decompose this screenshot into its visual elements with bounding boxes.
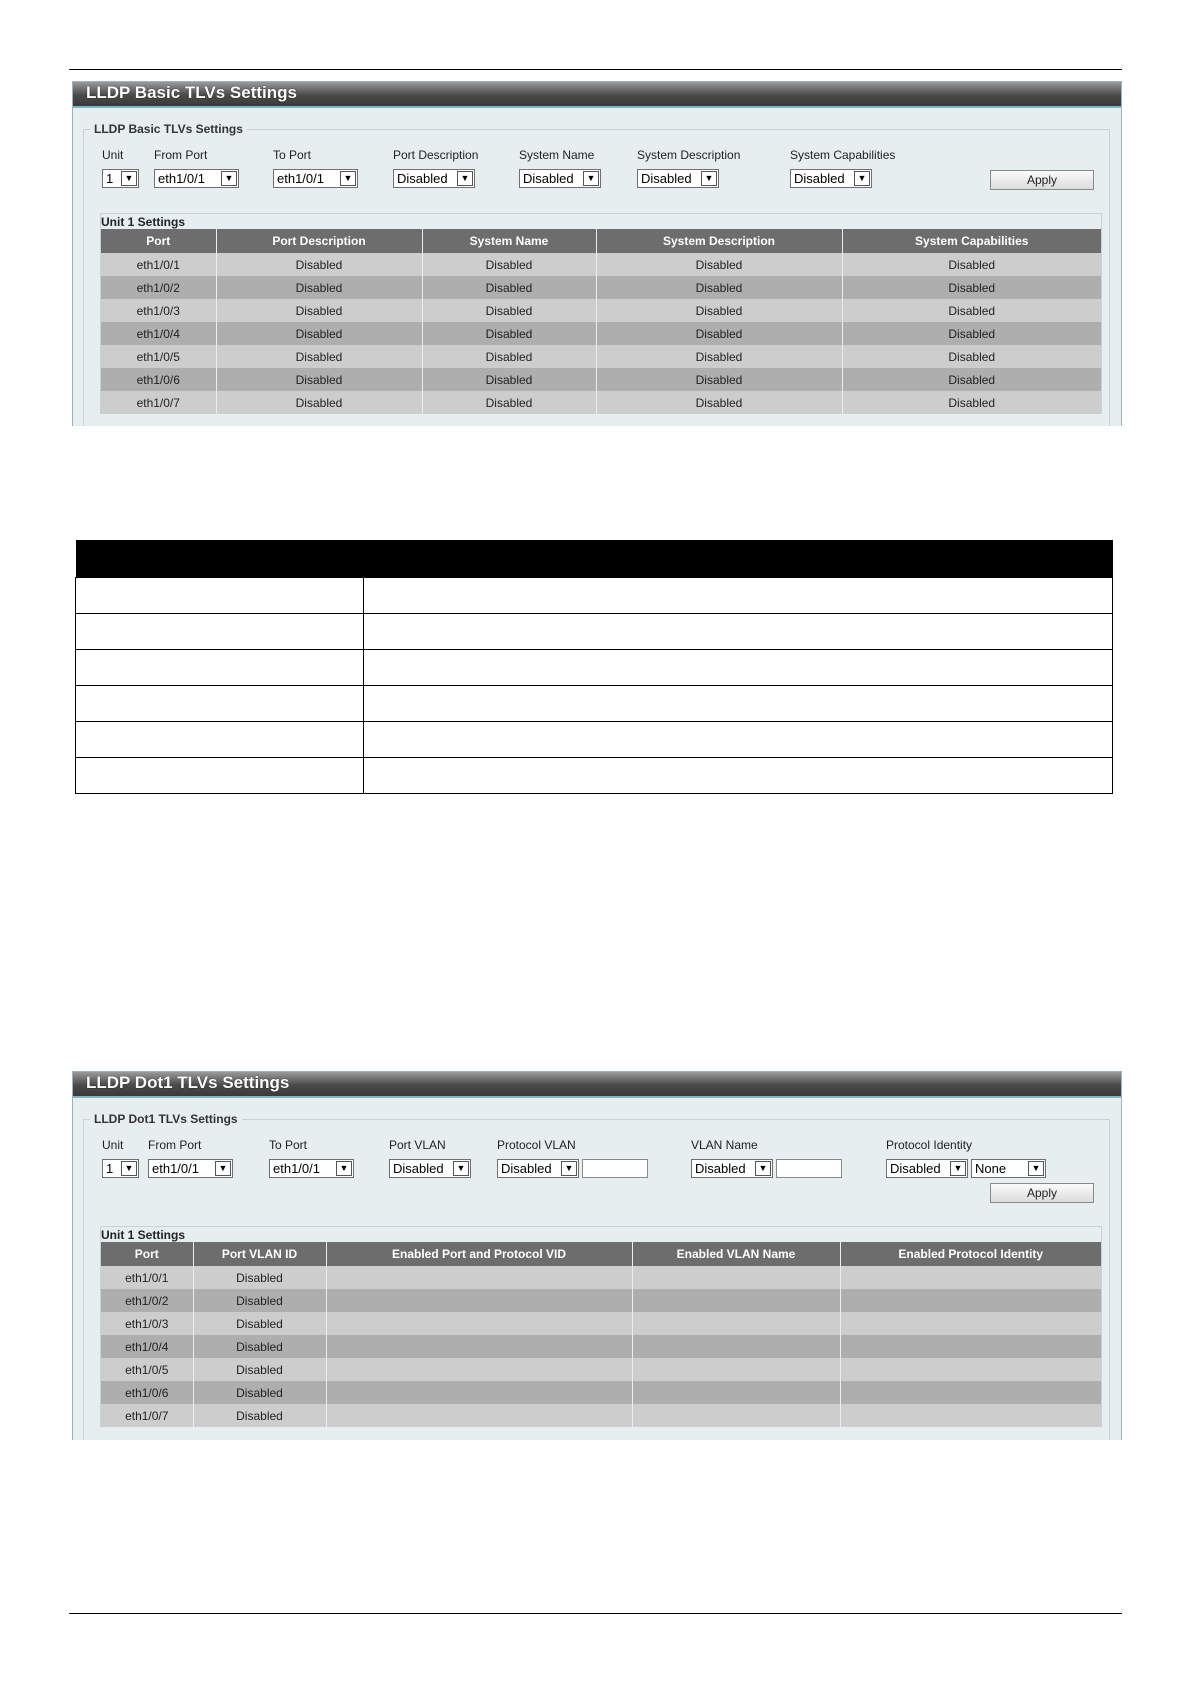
table-cell: Disabled: [193, 1358, 326, 1381]
port-cell: eth1/0/1: [101, 253, 216, 276]
port-cell: eth1/0/1: [101, 1266, 193, 1289]
table-cell: Disabled: [193, 1381, 326, 1404]
table-cell: Disabled: [216, 253, 422, 276]
table-cell: Disabled: [422, 391, 596, 414]
chevron-down-icon: ▼: [221, 171, 237, 186]
basic-tlvs-table: [101, 229, 1101, 414]
table-row: [101, 1289, 1101, 1312]
description-cell: [364, 686, 1113, 722]
table-row: [101, 322, 1101, 345]
unit-label: Unit: [102, 148, 124, 162]
description-cell: [364, 614, 1113, 650]
table-cell: Disabled: [596, 276, 842, 299]
table-cell: Disabled: [193, 1312, 326, 1335]
table-cell: [326, 1381, 632, 1404]
table-cell: [840, 1266, 1101, 1289]
system-name-select[interactable]: [519, 169, 601, 188]
table-cell: Disabled: [216, 299, 422, 322]
column-header: Enabled Port and Protocol VID: [326, 1242, 632, 1266]
table-cell: Disabled: [596, 391, 842, 414]
chevron-down-icon: ▼: [583, 171, 599, 186]
protocol-vlan-input[interactable]: [582, 1159, 648, 1178]
table-cell: Disabled: [596, 322, 842, 345]
table-row: [101, 368, 1101, 391]
table-cell: Disabled: [422, 276, 596, 299]
table-cell: Disabled: [216, 322, 422, 345]
table-cell: [840, 1358, 1101, 1381]
column-header: System Description: [596, 229, 842, 253]
to-port-label: To Port: [273, 148, 312, 162]
lldp-basic-tlvs-panel: [72, 81, 1122, 426]
port-vlan-select[interactable]: [389, 1159, 471, 1178]
table-cell: Disabled: [596, 345, 842, 368]
table-row: [101, 1312, 1101, 1335]
table-cell: [326, 1358, 632, 1381]
description-cell: [364, 722, 1113, 758]
table-cell: Disabled: [842, 368, 1101, 391]
dot1-tlvs-table: [101, 1242, 1101, 1427]
port-cell: eth1/0/5: [101, 1358, 193, 1381]
port-cell: eth1/0/4: [101, 1335, 193, 1358]
chevron-down-icon: ▼: [950, 1161, 966, 1176]
table-cell: [326, 1312, 632, 1335]
port-cell: eth1/0/7: [101, 391, 216, 414]
column-header: Port Description: [216, 229, 422, 253]
table-cell: Disabled: [193, 1404, 326, 1427]
protocol-identity-select[interactable]: [886, 1159, 968, 1178]
table-row: [101, 299, 1101, 322]
table-cell: [840, 1381, 1101, 1404]
table-cell: Disabled: [596, 253, 842, 276]
panel-title: LLDP Basic TLVs Settings: [73, 82, 1121, 108]
table-cell: Disabled: [842, 345, 1101, 368]
apply-button[interactable]: Apply: [990, 170, 1094, 190]
table-cell: [632, 1312, 840, 1335]
system-description-label: System Description: [637, 148, 741, 162]
table-cell: Disabled: [842, 253, 1101, 276]
system-capabilities-label: System Capabilities: [790, 148, 896, 162]
from-port-label: From Port: [148, 1138, 202, 1152]
protocol-identity-select-value: Disabled: [890, 1161, 941, 1176]
chevron-down-icon: ▼: [336, 1161, 352, 1176]
port-vlan-select-value: Disabled: [393, 1161, 444, 1176]
port-description-select[interactable]: [393, 169, 475, 188]
system-description-select[interactable]: [637, 169, 719, 188]
system-capabilities-select[interactable]: [790, 169, 872, 188]
unit-label: Unit: [102, 1138, 124, 1152]
unit-select-value: 1: [106, 171, 114, 186]
description-cell: [76, 614, 364, 650]
description-row: [76, 650, 1113, 686]
table-cell: Disabled: [842, 299, 1101, 322]
table-cell: Disabled: [193, 1335, 326, 1358]
table-row: [101, 345, 1101, 368]
chevron-down-icon: ▼: [121, 171, 137, 186]
chevron-down-icon: ▼: [701, 171, 717, 186]
column-header: Port: [101, 1242, 193, 1266]
port-cell: eth1/0/3: [101, 1312, 193, 1335]
table-cell: [840, 1312, 1101, 1335]
column-header: Enabled VLAN Name: [632, 1242, 840, 1266]
table-row: [101, 391, 1101, 414]
table-row: [101, 1358, 1101, 1381]
table-cell: [632, 1335, 840, 1358]
table-cell: [326, 1266, 632, 1289]
vlan-name-select[interactable]: [691, 1159, 773, 1178]
from-port-select-value: eth1/0/1: [158, 171, 205, 186]
column-header: System Capabilities: [842, 229, 1101, 253]
from-port-label: From Port: [154, 148, 208, 162]
table-cell: [840, 1289, 1101, 1312]
from-port-select[interactable]: [148, 1159, 233, 1178]
table-cell: Disabled: [193, 1289, 326, 1312]
apply-button[interactable]: Apply: [990, 1183, 1094, 1203]
description-cell: [364, 578, 1113, 614]
port-cell: eth1/0/3: [101, 299, 216, 322]
port-description-select-value: Disabled: [397, 171, 448, 186]
table-cell: Disabled: [842, 322, 1101, 345]
description-table-header: [76, 540, 364, 578]
table-cell: [840, 1335, 1101, 1358]
chevron-down-icon: ▼: [457, 171, 473, 186]
to-port-select-value: eth1/0/1: [273, 1161, 320, 1176]
from-port-select-value: eth1/0/1: [152, 1161, 199, 1176]
lldp-dot1-tlvs-panel: [72, 1071, 1122, 1440]
vlan-name-label: VLAN Name: [691, 1138, 758, 1152]
port-cell: eth1/0/6: [101, 1381, 193, 1404]
table-cell: [840, 1404, 1101, 1427]
fieldset-legend: LLDP Basic TLVs Settings: [94, 122, 243, 136]
table-cell: [326, 1404, 632, 1427]
unit-settings-box: [100, 213, 1102, 414]
protocol-identity-type-select[interactable]: [971, 1159, 1046, 1178]
protocol-identity-label: Protocol Identity: [886, 1138, 973, 1152]
table-cell: Disabled: [216, 345, 422, 368]
port-description-label: Port Description: [393, 148, 479, 162]
protocol-vlan-label: Protocol VLAN: [497, 1138, 576, 1152]
protocol-vlan-select[interactable]: [497, 1159, 579, 1178]
system-capabilities-select-value: Disabled: [794, 171, 845, 186]
table-cell: Disabled: [216, 368, 422, 391]
table-cell: [632, 1358, 840, 1381]
description-row: [76, 722, 1113, 758]
unit-settings-caption: Unit 1 Settings: [101, 1228, 186, 1242]
vlan-name-select-value: Disabled: [695, 1161, 746, 1176]
table-row: [101, 1381, 1101, 1404]
table-cell: Disabled: [422, 345, 596, 368]
table-cell: Disabled: [842, 391, 1101, 414]
to-port-select[interactable]: [269, 1159, 354, 1178]
protocol-identity-type-select-value: None: [975, 1161, 1007, 1176]
description-cell: [76, 686, 364, 722]
panel-title: LLDP Dot1 TLVs Settings: [73, 1072, 1121, 1098]
table-cell: Disabled: [216, 391, 422, 414]
table-cell: Disabled: [596, 368, 842, 391]
port-cell: eth1/0/4: [101, 322, 216, 345]
unit-select-value: 1: [106, 1161, 114, 1176]
column-header: System Name: [422, 229, 596, 253]
port-cell: eth1/0/6: [101, 368, 216, 391]
table-cell: Disabled: [422, 368, 596, 391]
column-header: Port VLAN ID: [193, 1242, 326, 1266]
column-header: Port: [101, 229, 216, 253]
description-table: [75, 540, 1113, 794]
chevron-down-icon: ▼: [1028, 1161, 1044, 1176]
unit-select[interactable]: [102, 1159, 139, 1178]
system-name-label: System Name: [519, 148, 595, 162]
table-cell: [632, 1266, 840, 1289]
table-cell: Disabled: [422, 253, 596, 276]
fieldset-legend: LLDP Dot1 TLVs Settings: [94, 1112, 238, 1126]
table-row: [101, 1266, 1101, 1289]
chevron-down-icon: ▼: [453, 1161, 469, 1176]
chevron-down-icon: ▼: [340, 171, 356, 186]
chevron-down-icon: ▼: [561, 1161, 577, 1176]
from-port-select[interactable]: [154, 169, 239, 188]
bottom-rule: [69, 1613, 1122, 1614]
chevron-down-icon: ▼: [755, 1161, 771, 1176]
description-row: [76, 578, 1113, 614]
table-row: [101, 1335, 1101, 1358]
port-cell: eth1/0/5: [101, 345, 216, 368]
description-row: [76, 614, 1113, 650]
table-cell: Disabled: [422, 299, 596, 322]
table-cell: Disabled: [596, 299, 842, 322]
table-cell: Disabled: [193, 1266, 326, 1289]
unit-settings-caption: Unit 1 Settings: [101, 215, 186, 229]
description-cell: [364, 758, 1113, 794]
port-cell: eth1/0/2: [101, 1289, 193, 1312]
table-row: [101, 276, 1101, 299]
to-port-select[interactable]: [273, 169, 358, 188]
unit-select[interactable]: [102, 169, 139, 188]
port-vlan-label: Port VLAN: [389, 1138, 446, 1152]
system-name-select-value: Disabled: [523, 171, 574, 186]
table-cell: [326, 1289, 632, 1312]
chevron-down-icon: ▼: [854, 171, 870, 186]
description-cell: [76, 578, 364, 614]
to-port-label: To Port: [269, 1138, 308, 1152]
description-row: [76, 758, 1113, 794]
table-cell: Disabled: [216, 276, 422, 299]
vlan-name-input[interactable]: [776, 1159, 842, 1178]
table-cell: [326, 1335, 632, 1358]
protocol-vlan-select-value: Disabled: [501, 1161, 552, 1176]
description-cell: [76, 650, 364, 686]
table-cell: Disabled: [842, 276, 1101, 299]
table-row: [101, 253, 1101, 276]
system-description-select-value: Disabled: [641, 171, 692, 186]
table-cell: [632, 1404, 840, 1427]
table-cell: [632, 1289, 840, 1312]
description-cell: [76, 758, 364, 794]
description-cell: [364, 650, 1113, 686]
table-cell: [632, 1381, 840, 1404]
chevron-down-icon: ▼: [215, 1161, 231, 1176]
port-cell: eth1/0/7: [101, 1404, 193, 1427]
top-rule: [69, 69, 1122, 70]
port-cell: eth1/0/2: [101, 276, 216, 299]
description-row: [76, 686, 1113, 722]
to-port-select-value: eth1/0/1: [277, 171, 324, 186]
unit-settings-box: [100, 1226, 1102, 1427]
chevron-down-icon: ▼: [121, 1161, 137, 1176]
table-cell: Disabled: [422, 322, 596, 345]
table-row: [101, 1404, 1101, 1427]
description-table-header: [364, 540, 1113, 578]
column-header: Enabled Protocol Identity: [840, 1242, 1101, 1266]
description-cell: [76, 722, 364, 758]
